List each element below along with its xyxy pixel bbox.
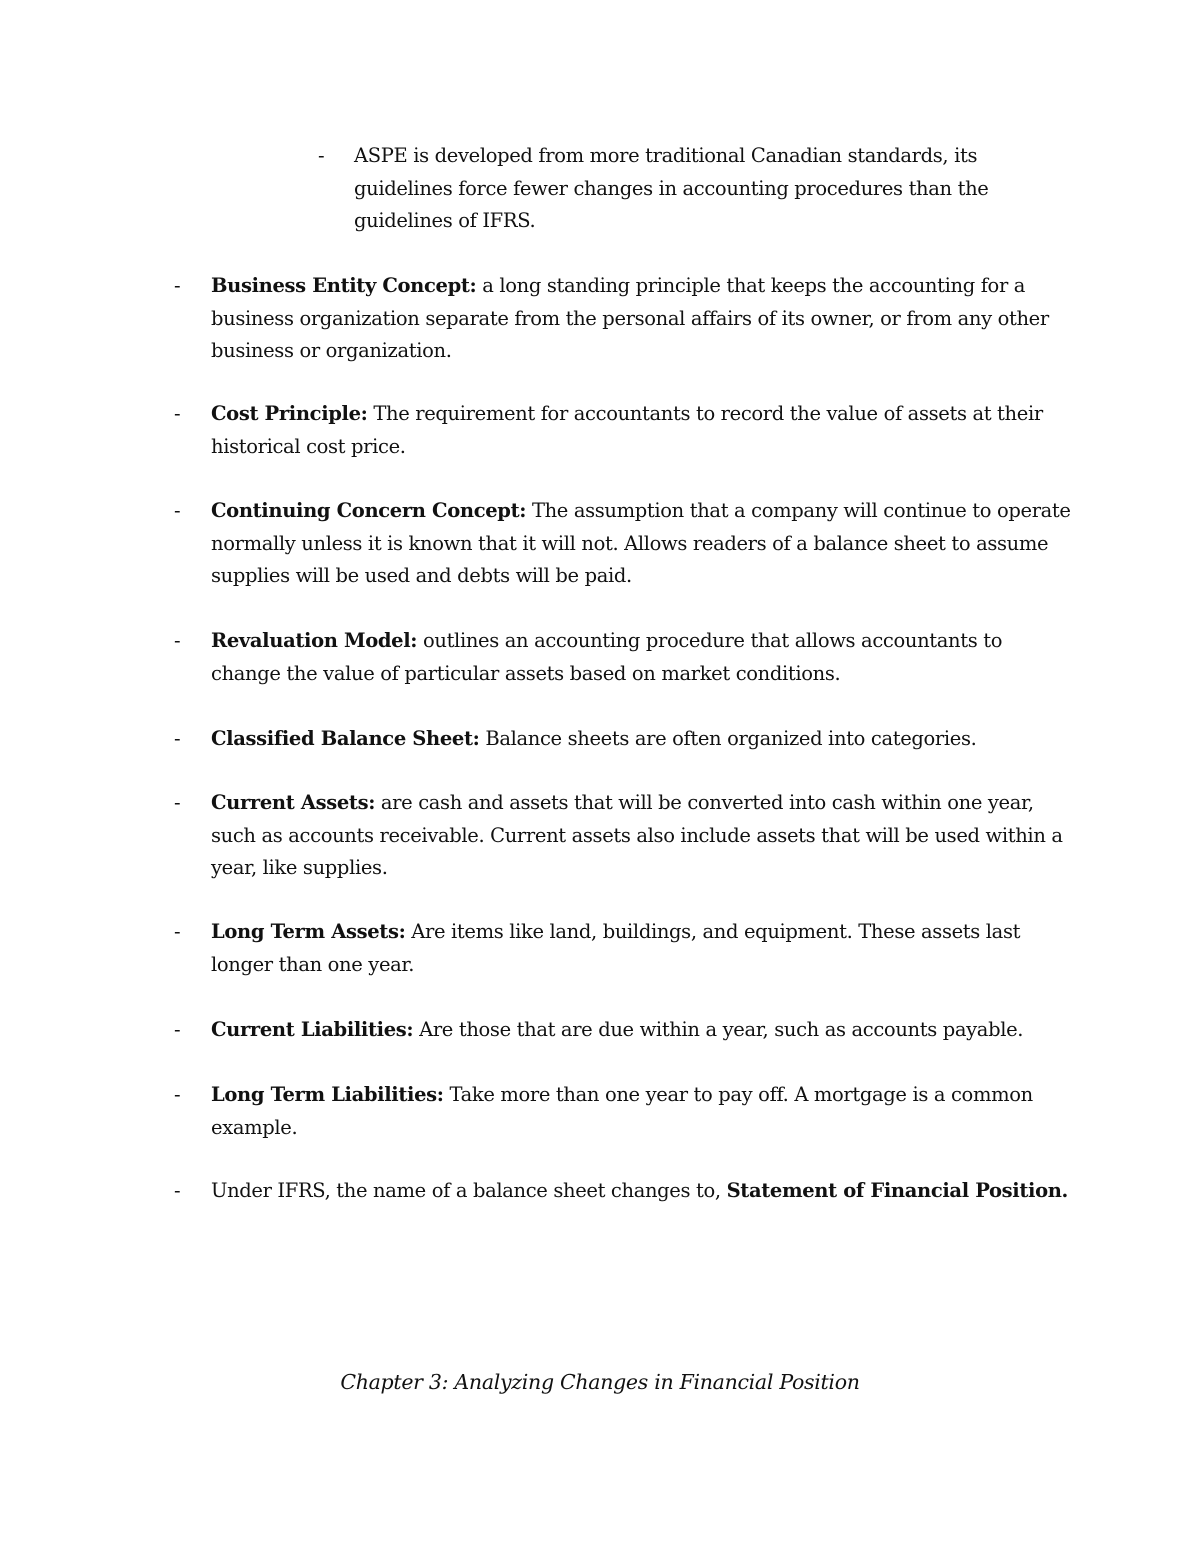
definition-term: Classified Balance Sheet: bbox=[211, 727, 480, 750]
bullet-dash: - bbox=[174, 402, 181, 425]
bullet-dash: - bbox=[174, 274, 181, 297]
bullet-dash: - bbox=[174, 1018, 181, 1041]
definition-body: a long standing principle that keeps the accounting for a business organization separate from the personal affairs of its owner, or from any other business or organization. bbox=[211, 274, 1049, 362]
bullet-dash: - bbox=[318, 144, 325, 167]
definition-body: Balance sheets are often organized into categories. bbox=[479, 727, 977, 750]
bullet-dash: - bbox=[174, 727, 181, 750]
definition-body: are cash and assets that will be converted into cash within one year, such as accounts receivable. Current assets also include assets that will be used within a year, like supplies. bbox=[211, 791, 1063, 879]
definition-term: Long Term Liabilities: bbox=[211, 1083, 444, 1106]
definition-body: outlines an accounting procedure that allows accountants to change the value of particular assets based on market conditions. bbox=[211, 629, 1003, 685]
definition-text bbox=[211, 723, 1071, 756]
bullet-dash: - bbox=[174, 1083, 181, 1106]
definition-text bbox=[211, 916, 1071, 981]
definition-body: Are items like land, buildings, and equipment. These assets last longer than one year. bbox=[211, 920, 1021, 976]
definition-text bbox=[211, 270, 1071, 368]
bullet-dash: - bbox=[174, 920, 181, 943]
list-item-prefix: Under IFRS, the name of a balance sheet changes to, bbox=[211, 1179, 727, 1202]
definition-text bbox=[211, 1014, 1071, 1047]
list-item-text bbox=[211, 1175, 1071, 1208]
definition-term: Current Liabilities: bbox=[211, 1018, 414, 1041]
definition-body: The requirement for accountants to record the value of assets at their historical cost price. bbox=[211, 402, 1043, 458]
sub-list-item-text: ASPE is developed from more traditional Canadian standards, its guidelines force fewer changes in accounting procedures than the guidelines of IFRS. bbox=[354, 144, 989, 232]
definition-term: Business Entity Concept: bbox=[211, 274, 477, 297]
definition-term: Current Assets: bbox=[211, 791, 376, 814]
definition-body: Take more than one year to pay off. A mortgage is a common example. bbox=[211, 1083, 1033, 1139]
definition-text bbox=[211, 398, 1071, 463]
definition-text bbox=[211, 1079, 1071, 1144]
bullet-dash: - bbox=[174, 791, 181, 814]
definition-text bbox=[211, 625, 1071, 690]
statement-of-financial-position-term: Statement of Financial Position. bbox=[726, 1179, 1068, 1202]
bullet-dash: - bbox=[174, 629, 181, 652]
definition-text bbox=[211, 787, 1071, 885]
definition-term: Cost Principle: bbox=[211, 402, 368, 425]
definition-text bbox=[211, 495, 1071, 593]
definition-term: Long Term Assets: bbox=[211, 920, 406, 943]
definition-body: Are those that are due within a year, such as accounts payable. bbox=[413, 1018, 1024, 1041]
chapter-title: Chapter 3: Analyzing Changes in Financial Position bbox=[340, 1370, 860, 1394]
bullet-dash: - bbox=[174, 1179, 181, 1202]
definition-term: Continuing Concern Concept: bbox=[211, 499, 527, 522]
bullet-dash: - bbox=[174, 499, 181, 522]
definition-body: The assumption that a company will continue to operate normally unless it is known that it will not. Allows readers of a balance sheet to assume supplies will be used and debts will be paid. bbox=[211, 499, 1071, 587]
definition-term: Revaluation Model: bbox=[211, 629, 418, 652]
